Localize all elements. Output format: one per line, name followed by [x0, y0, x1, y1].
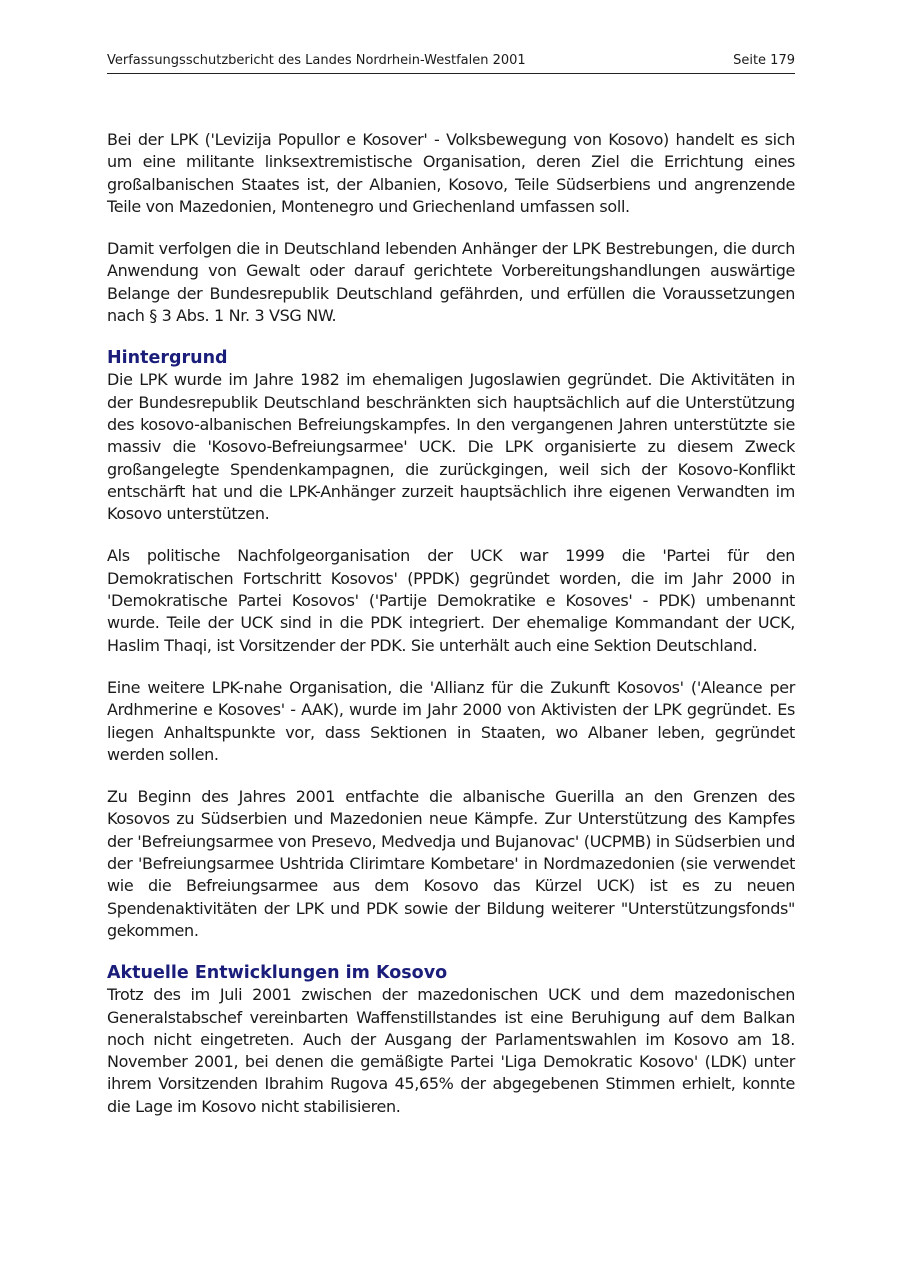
running-header: [107, 52, 795, 74]
paragraph-aak: Eine weitere LPK-nahe Organisation, die 'Allianz für die Zukunft Kosovos' ('Aleance per Ardhmerine e Kosoves' - AAK), wurde im Jahr 2000 von Aktivisten der LPK gegründet. Es liegen Anhaltspunkte vor, dass Sektionen in Staaten, wo Albaner leben, gegründet werden sollen.: [107, 677, 795, 764]
page-number: Seite 179: [733, 53, 795, 68]
paragraph-pdk: Als politische Nachfolgeorganisation der UCK war 1999 die 'Partei für den Demokratischen Fortschritt Kosovos' (PPDK) gegründet worden, die im Jahr 2000 in 'Demokratische Partei Kosovos' ('Partije Demokratike e Kosoves' - PDK) umbenannt wurde. Teile der UCK sind in die PDK integriert. Der ehemalige Kommandant der UCK, Haslim Thaqi, ist Vorsitzender der PDK. Sie unterhält auch eine Sektion Deutschland.: [107, 546, 795, 655]
heading-hintergrund: Hintergrund: [107, 348, 228, 369]
paragraph-intro: Bei der LPK ('Levizija Popullor e Kosover' - Volksbewegung von Kosovo) handelt es sich um eine militante linksextremistische Organisation, deren Ziel die Errichtung eines großalbanischen Staates ist, der Albanien, Kosovo, Teile Südserbiens und angrenzende Teile von Mazedonien, Montenegro und Griechenland umfassen soll.: [107, 130, 795, 216]
main-content: [107, 129, 795, 1138]
paragraph-goals: Damit verfolgen die in Deutschland lebenden Anhänger der LPK Bestrebungen, die durch Anwendung von Gewalt oder darauf gerichtete Vorbereitungshandlungen auswärtige Belange der Bundesrepublik Deutschland gefährden, und erfüllen die Voraussetzungen nach § 3 Abs. 1 Nr. 3 VSG NW.: [107, 239, 795, 326]
document-title: Verfassungsschutzbericht des Landes Nordrhein-Westfalen 2001: [107, 53, 526, 68]
paragraph-guerilla: Zu Beginn des Jahres 2001 entfachte die albanische Guerilla an den Grenzen des Kosovos zu Südserbien und Mazedonien neue Kämpfe. Zur Unterstützung des Kampfes der 'Befreiungsarmee von Presevo, Medvedja und Bujanovac' (UCPMB) in Südserbien und der 'Befreiungsarmee Ushtrida Clirimtare Kombetare' in Nordmazedonien (sie verwendet wie die Befreiungsarmee aus dem Kosovo das Kürzel UCK) ist es zu neuen Spendenaktivitäten der LPK und PDK sowie der Bildung weiterer "Unterstützungsfonds" gekommen.: [107, 787, 795, 940]
heading-aktuelle-entwicklungen: Aktuelle Entwicklungen im Kosovo: [107, 963, 448, 984]
paragraph-history: Die LPK wurde im Jahre 1982 im ehemaligen Jugoslawien gegründet. Die Aktivitäten in der Bundesrepublik Deutschland beschränkten sich hauptsächlich auf die Unterstützung des kosovo-albanischen Befreiungskampfes. In den vergangenen Jahren unterstützte sie massiv die 'Kosovo-Befreiungsarmee' UCK. Die LPK organisierte zu diesem Zweck großangelegte Spendenkampagnen, die zurückgingen, weil sich der Kosovo-Konflikt entschärft hat und die LPK-Anhänger zurzeit hauptsächlich ihre eigenen Verwandten im Kosovo unterstützen.: [107, 370, 795, 524]
paragraph-current: Trotz des im Juli 2001 zwischen der mazedonischen UCK und dem mazedonischen Generalstabschef vereinbarten Waffenstillstandes ist eine Beruhigung auf dem Balkan noch nicht eingetreten. Auch der Ausgang der Parlamentswahlen im Kosovo am 18. November 2001, bei denen die gemäßigte Partei 'Liga Demokratic Kosovo' (LDK) unter ihrem Vorsitzenden Ibrahim Rugova 45,65% der abgegebenen Stimmen erhielt, konnte die Lage im Kosovo nicht stabilisieren.: [107, 985, 795, 1116]
